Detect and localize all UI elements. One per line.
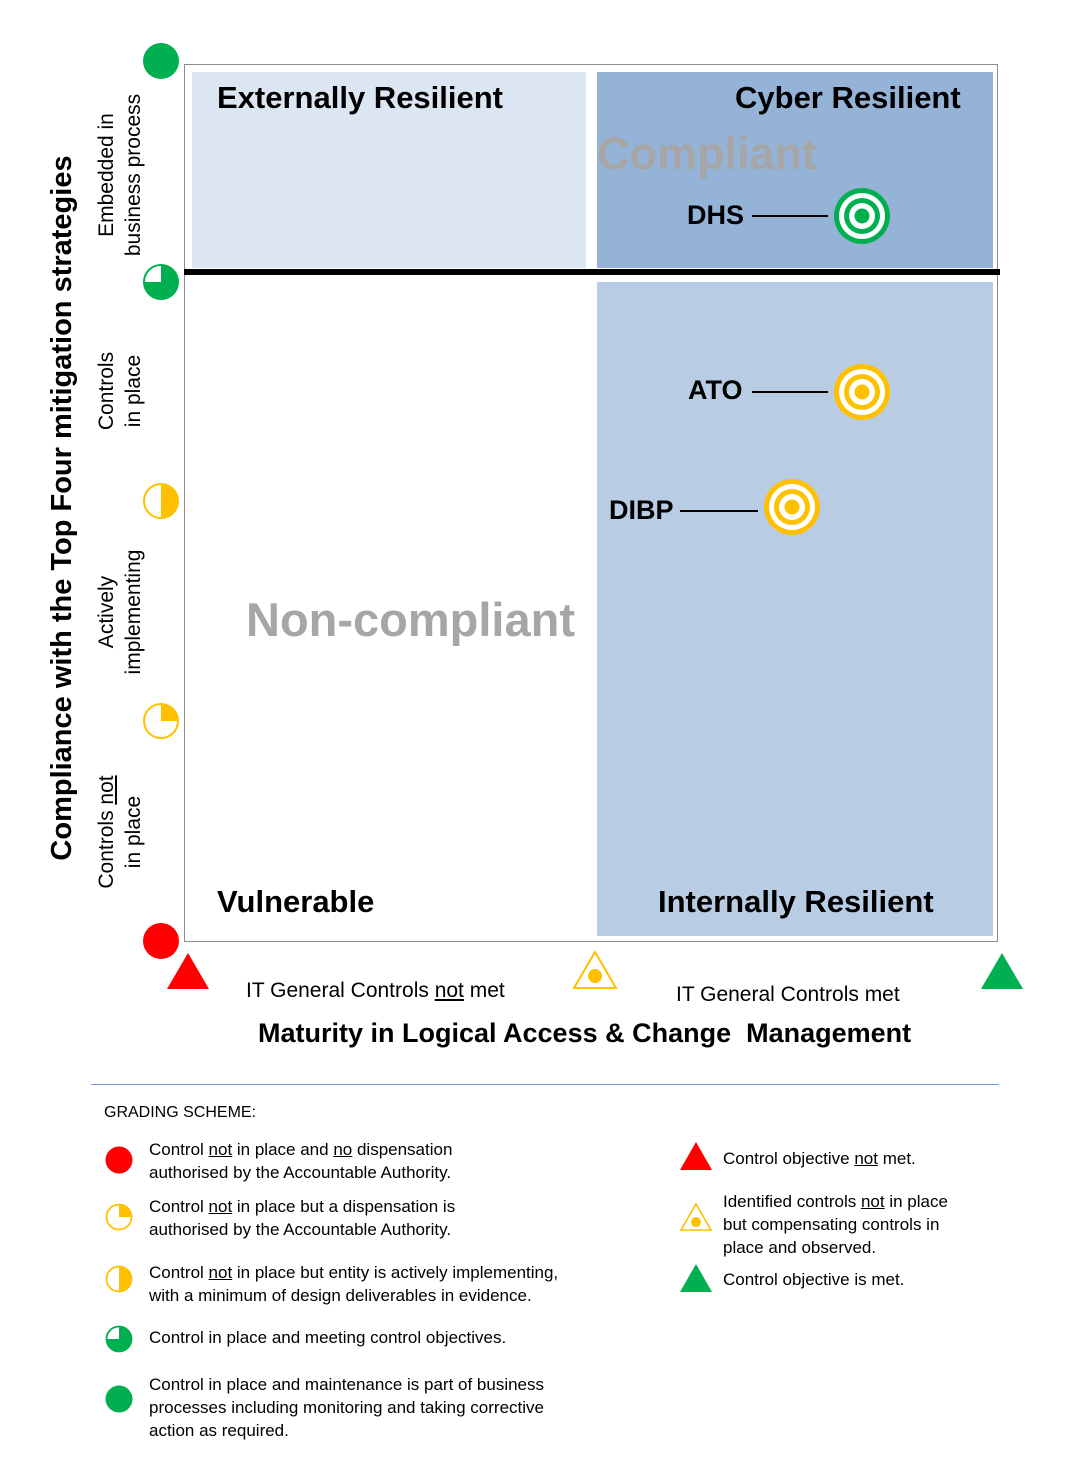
y-level-actively-implementing: Actively implementing [95,549,145,675]
legend-item-green-triangle: Control objective is met. [723,1270,905,1289]
quadrant-title-vulnerable: Vulnerable [217,884,375,919]
legend-item-three-quarter-green-circle: Control in place and meeting control objectives. [149,1328,507,1347]
compliance-threshold-line [184,269,1000,275]
zone-label-compliant: Compliant [597,128,817,179]
red-circle-icon [105,1146,133,1174]
legend-divider [91,1084,999,1085]
green-target-icon [832,186,892,246]
y-axis-title: Compliance with the Top Four mitigation strategies [46,155,78,861]
green-circle-icon [142,42,180,80]
legend-item-half-yellow-circle: Control not in place but entity is actively implementing, with a minimum of design deliverables in evidence. [149,1263,559,1305]
half-yellow-circle-icon [105,1265,133,1293]
legend-item-green-circle: Control in place and maintenance is part of business processes including monitoring and taking corrective action as required. [149,1375,545,1440]
green-circle-icon [105,1385,133,1413]
quadrant-title-cyber-resilient: Cyber Resilient [735,80,961,115]
entity-label-dibp: DIBP [609,495,674,525]
quarter-yellow-circle-icon [105,1203,133,1231]
x-axis-left-label: IT General Controls not met [246,979,505,1002]
green-triangle-icon [980,952,1024,990]
entity-label-ato: ATO [688,375,743,405]
x-axis-title: Maturity in Logical Access & Change Management [258,1018,912,1048]
entity-connector-dibp [680,510,758,512]
entity-connector-ato [752,391,828,393]
yellow-triangle-icon [572,950,618,990]
yellow-target-icon [762,477,822,537]
quarter-yellow-circle-icon [142,702,180,740]
y-level-controls-in-place: Controls in place [95,351,145,431]
y-level-controls-not-in-place: Controls not in place [95,775,145,889]
green-triangle-icon [679,1263,713,1293]
quadrant-title-externally-resilient: Externally Resilient [217,80,504,115]
three-quarter-green-circle-icon [142,263,180,301]
entity-connector-dhs [752,215,828,217]
half-yellow-circle-icon [142,482,180,520]
x-axis-right-label: IT General Controls met [676,983,900,1006]
legend-item-yellow-triangle: Identified controls not in place but compensating controls in place and observed. [723,1192,948,1257]
zone-label-non-compliant: Non-compliant [246,593,575,646]
legend-item-red-triangle: Control objective not met. [723,1149,916,1168]
yellow-triangle-icon [679,1202,713,1232]
legend-title: GRADING SCHEME: [104,1104,257,1121]
yellow-target-icon [832,362,892,422]
legend-item-red-circle: Control not in place and no dispensation authorised by the Accountable Authority. [149,1140,453,1182]
y-level-embedded: Embedded in business process [95,93,145,257]
red-triangle-icon [679,1141,713,1171]
three-quarter-green-circle-icon [105,1325,133,1353]
red-triangle-icon [166,952,210,990]
quadrant-title-internally-resilient: Internally Resilient [658,884,934,919]
quadrant-internally-resilient [597,282,993,936]
entity-label-dhs: DHS [687,200,745,230]
legend-item-quarter-yellow-circle: Control not in place but a dispensation is authorised by the Accountable Authority. [149,1197,456,1239]
